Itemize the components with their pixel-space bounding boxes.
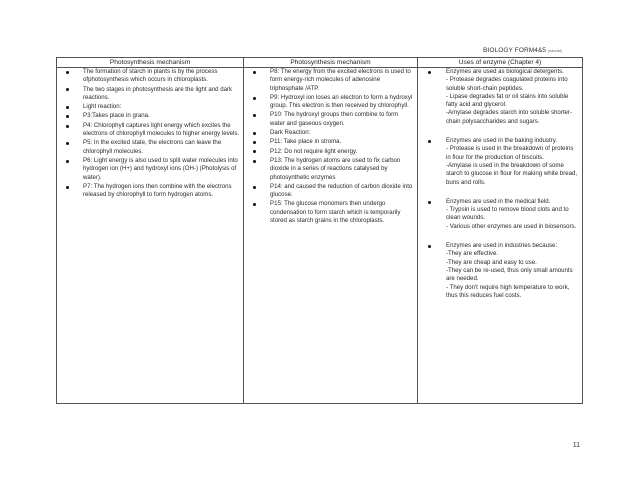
enzyme-use-detail: -Amylase is used in the breakdown of some starch to glucose in flour for making white bread, buns and rolls. (446, 161, 578, 186)
list-item-text: P13: The hydrogen atoms are used to fix carbon dioxide in a series of reactions catalysed by photosynthetic enzymes (270, 156, 401, 181)
bullet-icon (253, 71, 256, 74)
enzyme-use-detail: -They can be re-used, thus only small amounts are needed. (446, 266, 573, 283)
bullet-icon (253, 97, 256, 100)
bullet-icon (253, 141, 256, 144)
bullet-icon (428, 201, 431, 204)
list-item (244, 129, 414, 137)
list-item-text: P10: The hydroxyl groups then combine to form water and gaseous oxygen. (270, 111, 399, 127)
bullet-icon (428, 71, 431, 74)
enzyme-use-detail: - Lipase degrades fat or oil stains into soluble fatty acid and glycerol. (446, 92, 569, 109)
list-item (244, 148, 414, 156)
column-2-cell (244, 68, 418, 404)
list-item-text: Light reaction: (83, 103, 122, 111)
column-header-2: Photosynthesis mechanism (244, 58, 418, 68)
enzyme-use-lead: Enzymes are used as biological detergents. (446, 68, 564, 75)
enzyme-use-detail: - Trypsin is used to remove blood clots and to clean wounds. (446, 206, 569, 222)
bullet-icon (66, 88, 69, 91)
column-3-list (418, 68, 582, 300)
header-title: BIOLOGY FORM4&5 (483, 47, 547, 54)
list-item (57, 112, 240, 120)
bullet-icon (253, 150, 256, 153)
enzyme-use-detail: -They are cheap and easy to use. (446, 258, 537, 266)
list-item-text: P5: In the excited state, the electrons can leave the chlorophyll molecules. (83, 139, 222, 155)
list-item (244, 68, 414, 93)
bullet-icon (66, 115, 69, 118)
enzyme-use-detail: -Amylase degrades starch into soluble shorter-chain polysaccharides and sugars. (446, 109, 572, 125)
list-item-text: P9: Hydroxyl ion loses an electron to form a hydroxyl group. This electron is then received by chlorophyll. (270, 93, 413, 110)
enzyme-use-item (418, 137, 579, 187)
list-item (57, 68, 240, 85)
content-table (56, 57, 583, 404)
list-item-text: P14: and caused the reduction of carbon dioxide into glucose. (270, 182, 413, 199)
bullet-icon (253, 186, 256, 189)
column-header-3: Uses of enzyme (Chapter 4) (418, 58, 583, 68)
column-2-list (244, 68, 417, 225)
bullet-icon (66, 125, 69, 128)
list-item-text: P7: The hydrogen ions then combine with the electrons released by chlorophyll to form hydrogen atoms. (83, 182, 232, 199)
bullet-icon (66, 160, 69, 163)
list-item-text: P3:Takes place in grana. (83, 112, 150, 120)
enzyme-use-lead: Enzymes are used in the medical field. (446, 197, 551, 205)
table-header-row (57, 58, 583, 68)
bullet-icon (428, 245, 431, 248)
list-item-text: The formation of starch in plants is by the process ofphotosynthesis which occurs in chloroplasts. (83, 68, 218, 84)
bullet-icon (66, 71, 69, 74)
column-1-cell (57, 68, 244, 404)
list-item-text: P12: Do not require light energy. (270, 147, 358, 155)
enzyme-use-detail: - Protease is used in the breakdown of proteins in flour for the production of biscuits. (446, 145, 574, 161)
list-item (244, 183, 414, 200)
enzyme-use-item (418, 68, 579, 126)
list-item-text: P15: The glucose monomers then undergo condensation to form starch which is temporarily stored as starch grains in the chloroplasts. (270, 200, 401, 225)
enzyme-use-detail: - They don't require high temperature to work, thus this reduces fuel costs. (446, 283, 570, 299)
bullet-icon (253, 114, 256, 117)
list-item-text: The two stages in photosynthesis are the light and dark reactions. (83, 85, 233, 101)
list-item (244, 111, 414, 128)
bullet-icon (253, 203, 256, 206)
list-item (244, 200, 414, 225)
enzyme-use-item (418, 242, 579, 300)
header-subtitle: (tutorial) (548, 49, 562, 53)
list-item (57, 103, 240, 111)
list-item (244, 94, 414, 111)
list-item (57, 139, 240, 156)
list-item-text: P8: The energy from the excited electrons is used to form energy-rich molecules of adenosine triphosphate /ATP. (270, 68, 411, 92)
table-body-row (57, 68, 583, 404)
column-1-list (57, 68, 243, 199)
bullet-icon (66, 186, 69, 189)
list-item (57, 86, 240, 103)
list-item-text: P6: Light energy is also used to split water molecules into hydrogen ion (H+) and hydroxyl ions (OH-) (Photolysis of water). (83, 156, 238, 181)
column-header-1: Photosynthesis mechanism (57, 58, 244, 68)
list-item-text: P11: Take place in stroma. (270, 138, 342, 146)
bullet-icon (253, 132, 256, 135)
document-header (483, 47, 562, 54)
bullet-icon (66, 106, 69, 109)
bullet-icon (428, 140, 431, 143)
list-item (57, 183, 240, 200)
list-item (57, 122, 240, 139)
enzyme-use-item (418, 198, 579, 231)
list-item-text: P4: Chlorophyll captures light energy which excites the electrons of chlorophyll molecules to higher energy levels. (83, 121, 240, 138)
column-3-cell (418, 68, 583, 404)
list-item (57, 157, 240, 182)
bullet-icon (253, 160, 256, 163)
bullet-icon (66, 142, 69, 145)
page-number: 11 (572, 442, 580, 449)
enzyme-use-lead: Enzymes are used in the baking industry. (446, 137, 557, 145)
enzyme-use-detail: -They are effective. (446, 250, 499, 258)
enzyme-use-detail: - Protease degrades coagulated proteins into soluble short-chain peptides. (446, 76, 568, 92)
list-item-text: Dark Reaction: (270, 129, 311, 137)
list-item (244, 138, 414, 146)
enzyme-use-detail: - Various other enzymes are used in biosensors. (446, 222, 577, 230)
enzyme-use-lead: Enzymes are used in industries because: (446, 242, 558, 250)
list-item (244, 157, 414, 182)
